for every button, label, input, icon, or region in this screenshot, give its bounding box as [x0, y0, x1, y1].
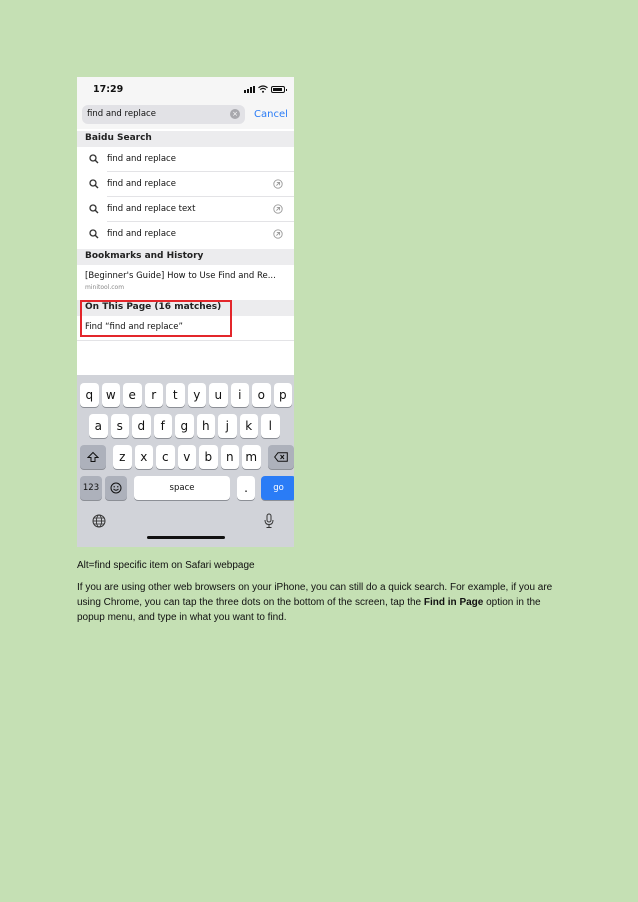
key-f[interactable]: f — [154, 414, 173, 438]
key-p[interactable]: p — [274, 383, 293, 407]
row-divider — [77, 340, 294, 341]
search-input[interactable] — [82, 105, 245, 124]
shift-key[interactable] — [80, 445, 106, 469]
numbers-key[interactable]: 123 — [80, 476, 102, 500]
image-caption: Alt=find specific item on Safari webpage — [77, 560, 255, 571]
key-n[interactable]: n — [221, 445, 240, 469]
key-l[interactable]: l — [261, 414, 280, 438]
keyboard-row-4 — [80, 476, 294, 500]
paragraph-text: option in the popup menu, and type in what you want to find. — [77, 597, 541, 623]
cellular-signal-icon — [244, 86, 255, 93]
key-a[interactable]: a — [89, 414, 108, 438]
keyboard — [77, 375, 294, 547]
keyboard-row-3 — [80, 445, 294, 469]
bookmark-title: [Beginner's Guide] How to Use Find and Re... — [85, 271, 276, 281]
suggestion-text: find and replace — [107, 154, 176, 164]
section-label: Baidu Search — [85, 133, 152, 143]
go-key[interactable]: go — [261, 476, 294, 500]
key-x[interactable]: x — [135, 445, 154, 469]
section-label: Bookmarks and History — [85, 251, 204, 261]
search-bar — [77, 101, 294, 129]
letter-keys — [113, 445, 261, 469]
clear-icon[interactable]: × — [230, 109, 240, 119]
suggestion-row[interactable] — [77, 147, 294, 172]
key-k[interactable]: k — [240, 414, 259, 438]
key-y[interactable]: y — [188, 383, 207, 407]
paragraph-text: If you are using other web browsers on your iPhone, you can still do a quick search. For example, if you are using Chrome, you can tap the three dots on the bottom of the screen, tap the — [77, 582, 553, 608]
search-icon — [89, 179, 99, 189]
home-indicator — [147, 536, 225, 539]
status-time: 17:29 — [93, 84, 124, 95]
key-h[interactable]: h — [197, 414, 216, 438]
search-icon — [89, 154, 99, 164]
keyboard-row-2 — [89, 414, 280, 438]
key-o[interactable]: o — [252, 383, 271, 407]
suggestion-row[interactable] — [77, 222, 294, 247]
key-i[interactable]: i — [231, 383, 250, 407]
microphone-icon[interactable] — [263, 513, 275, 529]
body-paragraph — [77, 580, 561, 625]
bookmark-row[interactable] — [77, 265, 294, 298]
bookmark-url: minitool.com — [85, 284, 125, 291]
wifi-icon — [258, 85, 268, 93]
key-u[interactable]: u — [209, 383, 228, 407]
key-s[interactable]: s — [111, 414, 130, 438]
section-header-baidu — [77, 131, 294, 147]
backspace-key[interactable] — [268, 445, 294, 469]
shift-icon — [87, 451, 99, 463]
suggestion-text: find and replace — [107, 229, 176, 239]
key-v[interactable]: v — [178, 445, 197, 469]
key-g[interactable]: g — [175, 414, 194, 438]
status-bar — [77, 77, 294, 101]
space-key[interactable]: space — [134, 476, 230, 500]
find-on-page-label: Find “find and replace” — [85, 322, 183, 332]
history-arrow-icon[interactable] — [273, 229, 283, 239]
key-t[interactable]: t — [166, 383, 185, 407]
status-icons — [244, 85, 285, 93]
emoji-key[interactable] — [105, 476, 127, 500]
search-icon — [89, 229, 99, 239]
suggestion-row[interactable] — [77, 172, 294, 197]
period-key[interactable]: . — [237, 476, 255, 500]
section-label: On This Page (16 matches) — [85, 302, 222, 312]
backspace-icon — [274, 452, 288, 462]
key-e[interactable]: e — [123, 383, 142, 407]
paragraph-bold-text: Find in Page — [423, 597, 484, 608]
section-header-bookmarks — [77, 249, 294, 265]
key-c[interactable]: c — [156, 445, 175, 469]
keyboard-row-1 — [80, 383, 292, 407]
suggestion-text: find and replace text — [107, 204, 196, 214]
search-query: find and replace — [87, 109, 156, 119]
cancel-button[interactable]: Cancel — [254, 109, 288, 120]
globe-icon[interactable] — [92, 514, 106, 528]
suggestion-row[interactable] — [77, 197, 294, 222]
key-b[interactable]: b — [199, 445, 218, 469]
key-z[interactable]: z — [113, 445, 132, 469]
key-q[interactable]: q — [80, 383, 99, 407]
key-d[interactable]: d — [132, 414, 151, 438]
suggestion-text: find and replace — [107, 179, 176, 189]
history-arrow-icon[interactable] — [273, 204, 283, 214]
emoji-icon — [110, 482, 122, 494]
search-icon — [89, 204, 99, 214]
key-w[interactable]: w — [102, 383, 121, 407]
key-r[interactable]: r — [145, 383, 164, 407]
highlight-box — [80, 300, 232, 337]
history-arrow-icon[interactable] — [273, 179, 283, 189]
key-j[interactable]: j — [218, 414, 237, 438]
battery-icon — [271, 86, 285, 93]
key-m[interactable]: m — [242, 445, 261, 469]
